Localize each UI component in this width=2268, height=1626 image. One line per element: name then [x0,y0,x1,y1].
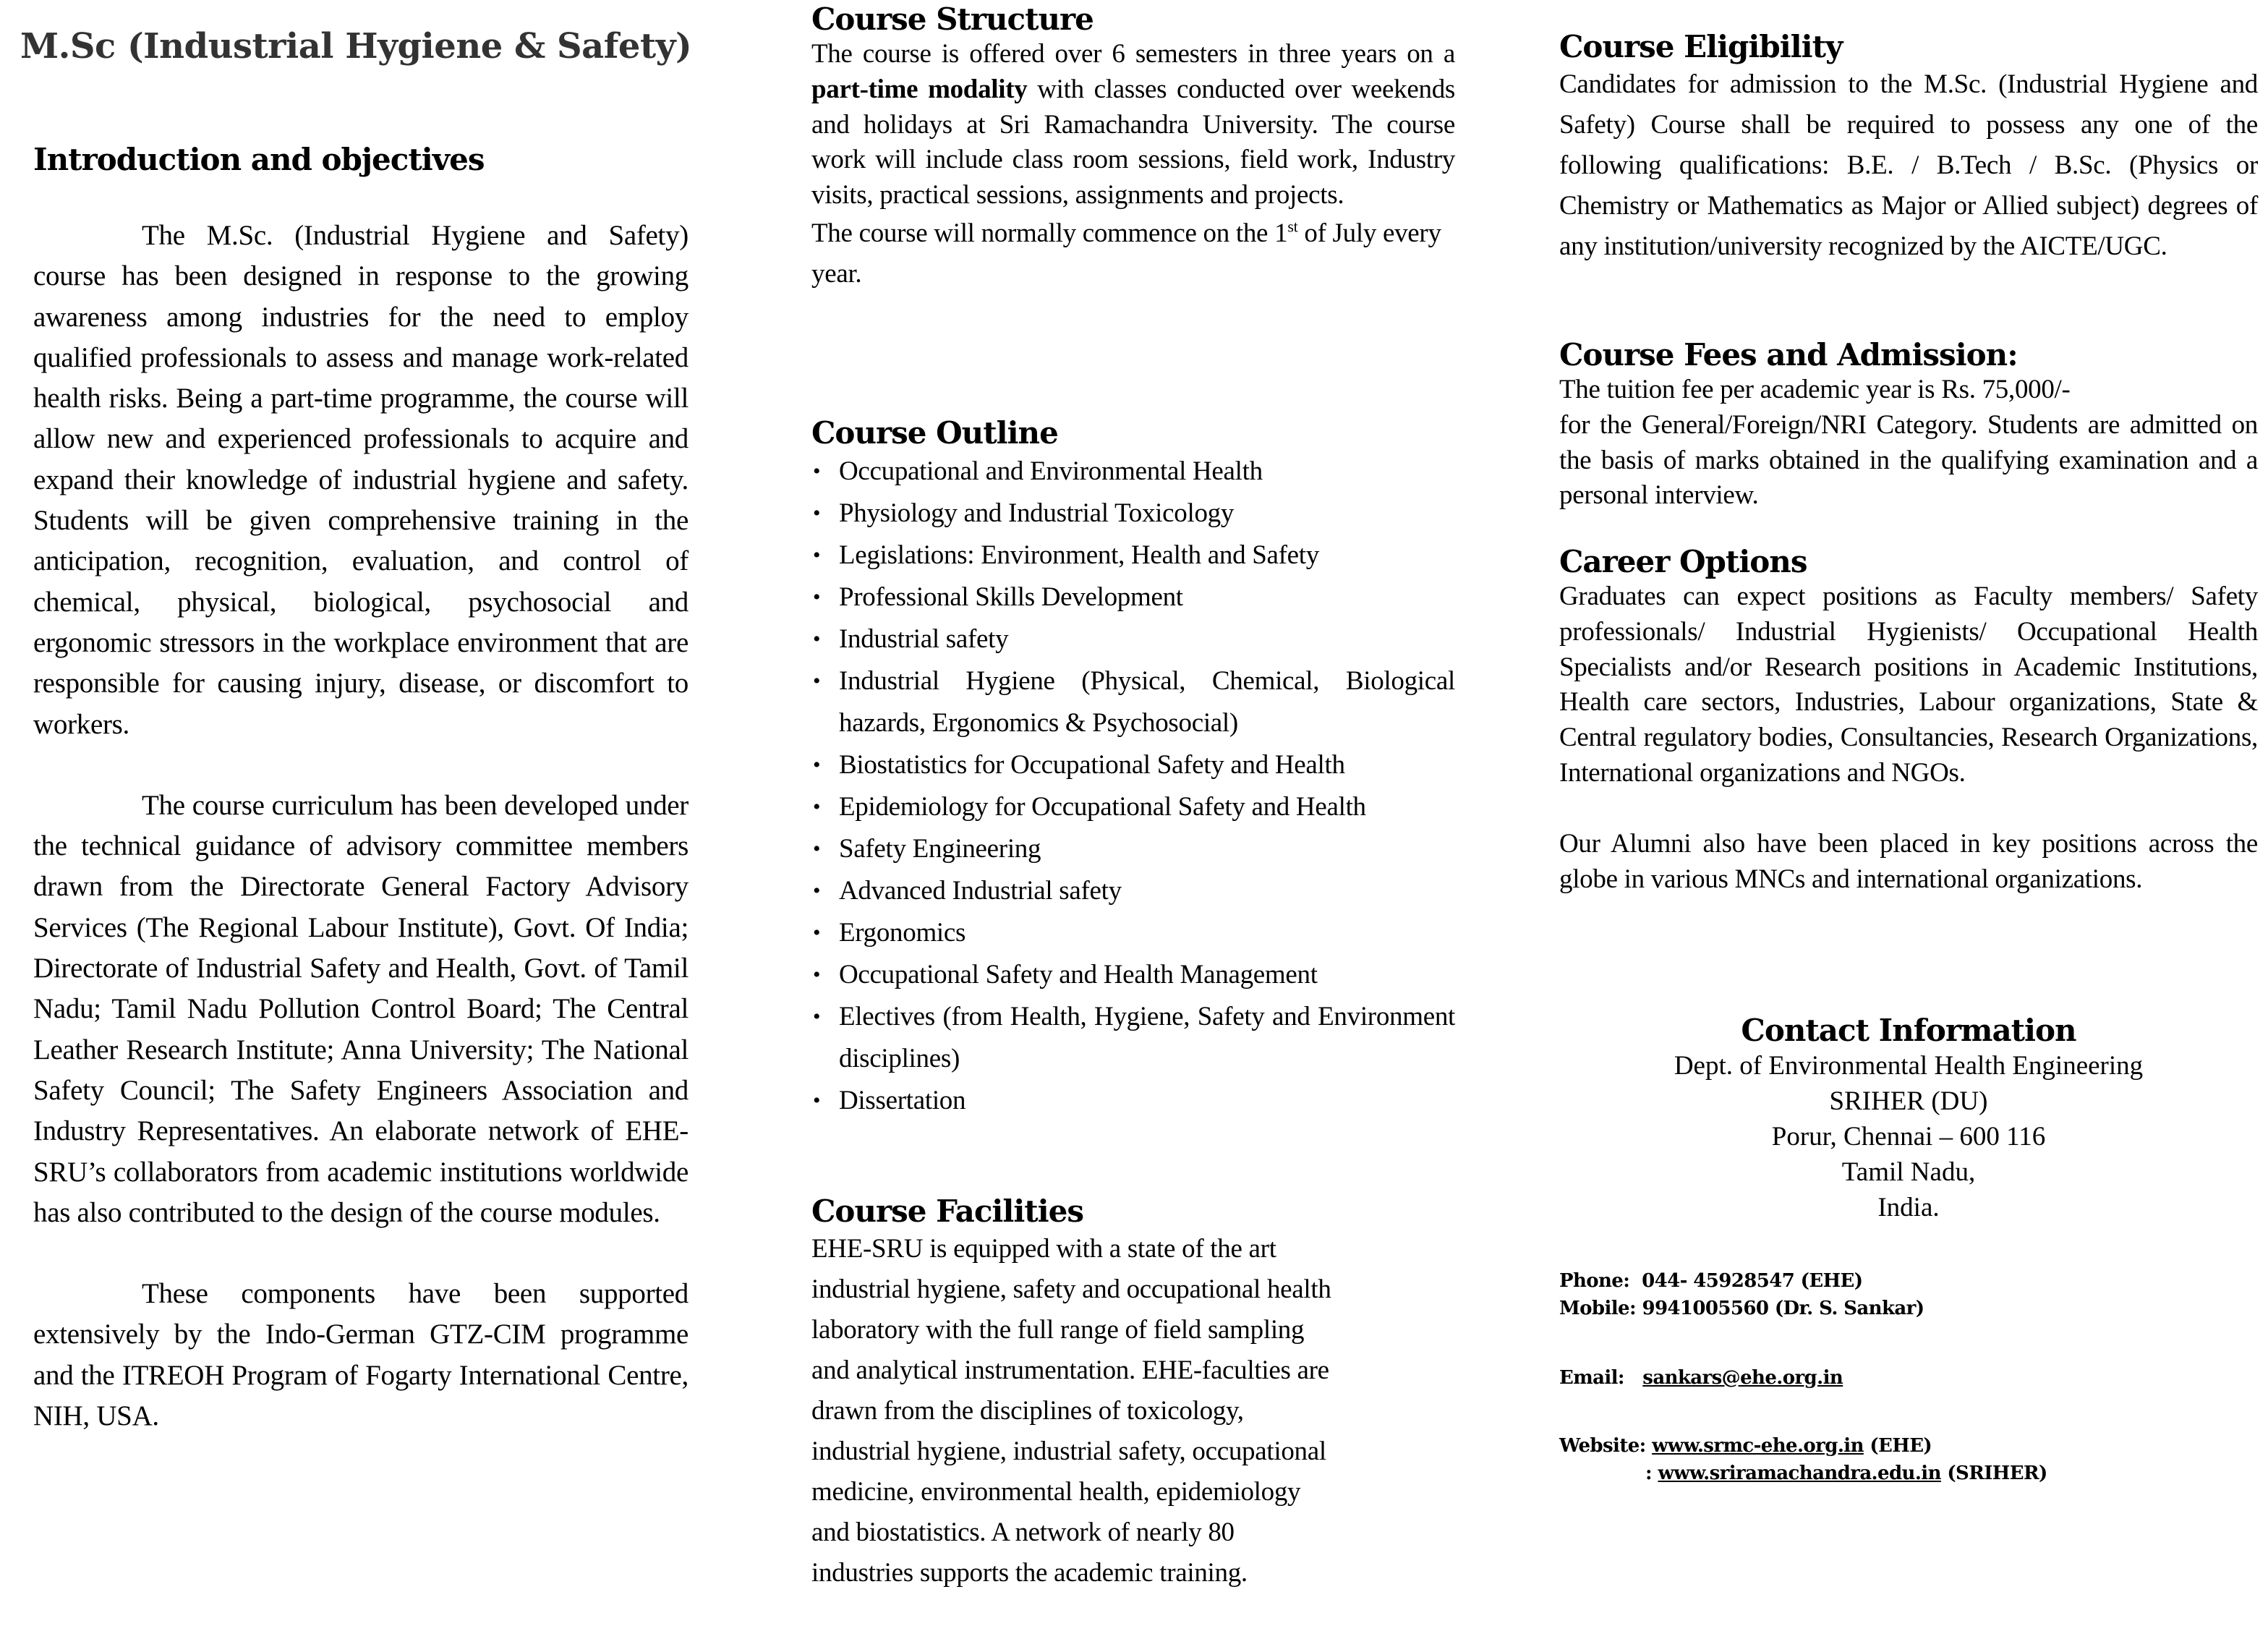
website-suffix-sriher: (SRIHER) [1947,1463,2047,1484]
facilities-line: laboratory with the full range of field sampling [811,1315,1305,1345]
list-item [811,618,1455,660]
bullet-icon: • [813,1089,821,1112]
list-item-text: Industrial Hygiene (Physical, Chemical, Biological hazards, Ergonomics & Psychosocial) [839,666,1455,738]
career-options-section [1559,544,2258,897]
phone-row [1559,1267,2258,1295]
address-line: India. [1877,1193,1940,1222]
list-item-text: Epidemiology for Occupational Safety and Health [839,792,1366,822]
list-item-text: Safety Engineering [839,834,1041,864]
course-outline-section [811,415,1455,1122]
course-outline-list [811,451,1455,1122]
course-fees-text: for the General/Foreign/NRI Category. Students are admitted on the basis of marks obtained in the qualifying examination and a personal interview. [1559,409,2258,511]
bullet-icon: • [813,459,821,483]
phone-value: 044- 45928547 (EHE) [1642,1270,1863,1292]
course-fees-section [1559,337,2258,514]
website-continuation-colon: : [1645,1463,1652,1484]
part-time-modality-emphasis: part-time modality [811,74,1028,104]
list-item [811,870,1455,912]
course-eligibility-text: Candidates for admission to the M.Sc. (Industrial Hygiene and Safety) Course shall be required to possess any one of the following qualifications: B.E. / B.Tech / B.Sc. (Physics or Chemistry or Mathematics as Major or Allied subject) degrees of any institution/university recognized by the AICTE/UGC. [1559,69,2258,261]
list-item [811,828,1455,870]
list-item [811,786,1455,828]
introduction-body [33,216,688,1436]
bullet-icon: • [813,543,821,567]
ordinal-superscript: st [1287,217,1298,236]
bullet-icon: • [813,501,821,525]
website-label: Website: [1559,1435,1646,1457]
facilities-line: industrial hygiene, industrial safety, occupational [811,1436,1326,1466]
list-item-text: Electives (from Health, Hygiene, Safety and Environment disciplines) [839,1002,1455,1073]
list-item [811,996,1455,1080]
facilities-line: industries supports the academic training. [811,1558,1248,1588]
bullet-icon: • [813,753,821,777]
list-item [811,912,1455,954]
bullet-icon: • [813,585,821,609]
structure-text-end: with classes conducted over weekends and holidays at Sri Ramachandra University. The course work will include class room sessions, field work, Industry visits, practical sessions, assignments and projects. [811,74,1455,210]
list-item-text: Dissertation [839,1086,966,1115]
list-item-text: Professional Skills Development [839,582,1183,612]
bullet-icon: • [813,837,821,861]
list-item-text: Physiology and Industrial Toxicology [839,498,1235,528]
contact-details-section [1559,1267,2258,1487]
list-item [811,744,1455,786]
commence-text-end: of July every year. [811,218,1441,289]
website-row [1559,1432,2258,1460]
career-options-heading: Career Options [1559,544,1807,579]
bullet-icon: • [813,879,821,903]
bullet-icon: • [813,627,821,651]
contact-information-section [1559,1013,2258,1225]
list-item-text: Ergonomics [839,918,966,948]
course-eligibility-section [1559,29,2258,267]
mobile-row [1559,1295,2258,1322]
address-line: SRIHER (DU) [1829,1086,1988,1116]
contact-information-heading: Contact Information [1741,1013,2076,1048]
address-line: Dept. of Environmental Health Engineering [1674,1051,2144,1081]
facilities-line: EHE-SRU is equipped with a state of the art [811,1234,1276,1264]
list-item-text: Industrial safety [839,624,1009,654]
website-suffix-ehe: (EHE) [1870,1435,1932,1457]
address-line: Tamil Nadu, [1841,1157,1976,1187]
document-title: M.Sc (Industrial Hygiene & Safety) [20,26,692,67]
facilities-line: and biostatistics. A network of nearly 80 [811,1518,1235,1547]
course-fees-heading: Course Fees and Admission: [1559,337,2018,373]
bullet-icon: • [813,1005,821,1029]
course-facilities-heading: Course Facilities [811,1193,1083,1229]
facilities-line: medicine, environmental health, epidemiology [811,1477,1301,1507]
course-structure-section [811,1,1455,294]
bullet-icon: • [813,669,821,693]
list-item-text: Occupational and Environmental Health [839,456,1263,486]
course-eligibility-heading: Course Eligibility [1559,29,1843,64]
course-facilities-section [811,1193,1455,1593]
phone-label: Phone: [1559,1270,1630,1292]
mobile-label: Mobile: [1559,1298,1636,1319]
email-label: Email: [1559,1367,1624,1389]
list-item [811,535,1455,576]
facilities-line: industrial hygiene, safety and occupational health [811,1274,1331,1304]
list-item-text: Biostatistics for Occupational Safety and Health [839,750,1345,780]
website-link-sriher[interactable]: www.sriramachandra.edu.in [1658,1463,1941,1484]
course-structure-heading: Course Structure [811,1,1094,37]
website-row-2 [1559,1460,2258,1487]
intro-paragraph-2: The course curriculum has been developed under the technical guidance of advisory committee members drawn from the Directorate General Factory Advisory Services (The Regional Labour Institute), Govt. Of India; Directorate of Industrial Safety and Health, Govt. of Tamil Nadu; Tamil Nadu Pollution Control Board; The Central Leather Research Institute; Anna University; The National Safety Council; The Safety Engineers Association and Industry Representatives. An elaborate network of EHE-SRU’s collaborators from academic institutions worldwide has also contributed to the design of the course modules. [33,789,688,1228]
list-item [811,451,1455,493]
course-facilities-text [811,1229,1455,1593]
career-options-paragraph-1: Graduates can expect positions as Faculty members/ Safety professionals/ Industrial Hygienists/ Occupational Health Specialists and/or Research positions in Academic Institutions, Health care sectors, Industries, Labour organizations, State & Central regulatory bodies, Consultancies, Research Organizations, International organizations and NGOs. [1559,582,2258,788]
facilities-line: and analytical instrumentation. EHE-faculties are [811,1355,1329,1385]
list-item [811,954,1455,996]
bullet-icon: • [813,963,821,987]
list-item [811,1080,1455,1122]
course-commence-text [811,213,1455,294]
list-item [811,493,1455,535]
facilities-line: drawn from the disciplines of toxicology, [811,1396,1244,1426]
course-structure-text [811,37,1455,213]
structure-text-start: The course is offered over 6 semesters in three years on a [811,39,1455,69]
address-line: Porur, Chennai – 600 116 [1771,1122,2046,1152]
bullet-icon: • [813,921,821,945]
list-item [811,576,1455,618]
list-item-text: Legislations: Environment, Health and Safety [839,540,1319,570]
website-link-ehe[interactable]: www.srmc-ehe.org.in [1652,1435,1864,1457]
career-options-paragraph-2: Our Alumni also have been placed in key positions across the globe in various MNCs and international organizations. [1559,828,2258,894]
commence-text-start: The course will normally commence on the 1 [811,218,1288,248]
course-outline-heading: Course Outline [811,415,1058,451]
introduction-heading: Introduction and objectives [33,142,485,177]
mobile-value: 9941005560 (Dr. S. Sankar) [1642,1298,1924,1319]
bullet-icon: • [813,795,821,819]
intro-paragraph-3: These components have been supported extensively by the Indo-German GTZ-CIM programme and the ITREOH Program of Fogarty International Centre, NIH, USA. [33,1278,688,1432]
tuition-fee-line: The tuition fee per academic year is Rs. 75,000/- [1559,375,2071,404]
intro-paragraph-1: The M.Sc. (Industrial Hygiene and Safety) course has been designed in response to the growing awareness among industries for the need to employ qualified professionals to assess and manage work-related health risks. Being a part-time programme, the course will allow new and experienced professionals to acquire and expand their knowledge of industrial hygiene and safety. Students will be given comprehensive training in the anticipation, recognition, evaluation, and control of chemical, physical, biological, psychosocial and ergonomic stressors in the workplace environment that are responsible for causing injury, disease, or discomfort to workers. [33,220,688,740]
email-link[interactable]: sankars@ehe.org.in [1642,1367,1843,1389]
email-row [1559,1364,2258,1392]
list-item [811,660,1455,744]
list-item-text: Advanced Industrial safety [839,876,1122,906]
list-item-text: Occupational Safety and Health Management [839,960,1318,989]
